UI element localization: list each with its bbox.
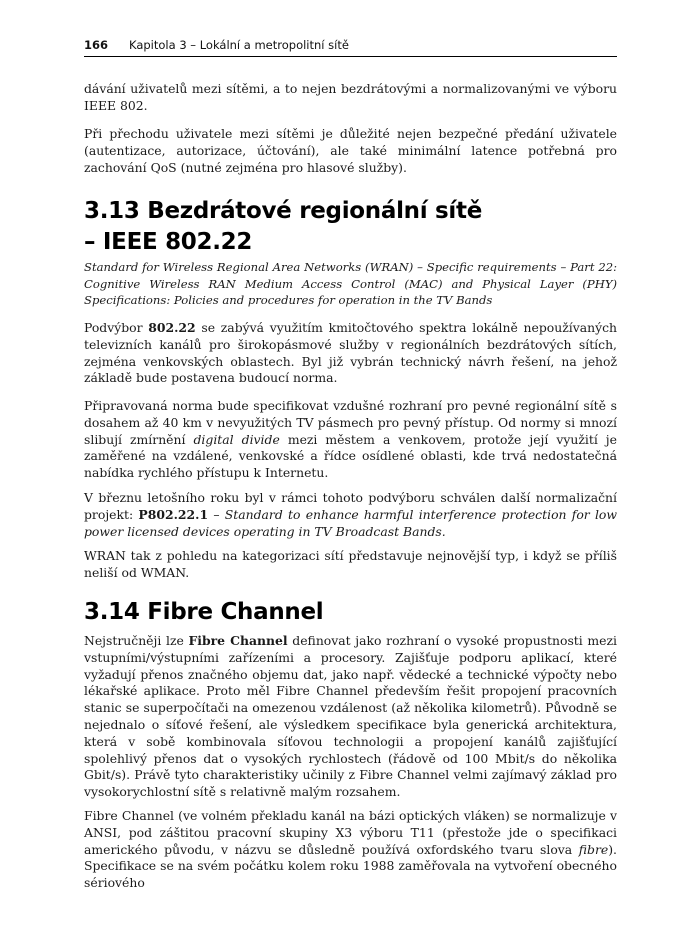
paragraph-intro-2: Při přechodu uživatele mezi sítěmi je důležité nejen bezpečné předání uživatele (autentizace, autorizace, účtování), ale také minimální latence potřebná pro zachování QoS (nutné zejména pro hlasové služby). [84,126,617,175]
p-fc2-text-c: ). Specifikace se na svém počátku kolem roku 1988 zaměřovala na vytvoření obecného sériového [84,841,617,891]
paragraph-wran-category: WRAN tak z pohledu na kategorizaci sítí představuje nejnovější typ, i když se příliš neliší od WMAN. [84,548,617,580]
paragraph-fibre-channel-1 [84,633,617,801]
p-802-22-term: 802.22 [148,320,196,335]
p-802-22-text-a: Podvýbor [84,320,149,335]
p-fc2-fibre: fibre [578,841,609,857]
p-fc1-term: Fibre Channel [188,633,288,648]
p-802-22-text-c: se zabývá využitím kmitočtového spektra lokálně nepoužívaných televizních kanálů pro širokopásmové služby v regionálních bezdrátových sítích, zejména venkovských oblastech. Byl již vybrán technický návrh řešení, na jehož základě bude postavena budoucí norma. [84,320,617,386]
p-wran-text-c: mezi městem a venkovem, protože její využití je zaměřené na vzdálené, venkovské a řídce osídlené oblasti, kde trvá nedostatečná nabídka rychlého přístupu k Internetu. [84,431,617,481]
p-fc1-text-a: Nejstručněji lze [84,633,189,648]
paragraph-intro-1: dávání uživatelů mezi sítěmi, a to nejen bezdrátovými a normalizovanými ve výboru IEEE 802. [84,81,617,113]
paragraph-wran-norm [84,398,617,482]
p-p802-dash: – [208,506,225,522]
p-p802-standard: Standard to enhance harmful interference protection for low power licensed devices operating in TV Broadcast Bands. [84,506,617,539]
p-wran-text-a: Připravovaná norma bude specifikovat vzdušné rozhraní pro pevné regionální sítě s dosahem až 40 km v nevyužitých TV pásmech pro pevný přístup. Od normy si mnozí slibují zmírnění [84,398,617,447]
running-header [84,38,617,57]
paragraph-fibre-channel-2 [84,808,617,892]
p-p802-term: P802.22.1 [138,506,209,522]
p-wran-digital-divide: digital divide [193,431,280,447]
p-fc2-text-a: Fibre Channel (ve volném překladu kanál na bázi optických vláken) se normalizuje v ANSI, pod záštitou pracovní skupiny X3 výboru T11 (přestože jde o specifikaci amerického původu, v názvu se důsledně používá oxfordského tvaru slova [84,808,617,857]
section-heading-3-14: 3.14 Fibre Channel [84,599,324,625]
paragraph-p802-22-1 [84,490,617,540]
section-heading-3-13-line2: – IEEE 802.22 [84,229,253,255]
p-p802-text-a: V březnu letošního roku byl v rámci tohoto podvýboru schválen další normalizační projekt: [84,490,617,522]
p-fc1-text-c: definovat jako rozhraní o vysoké propustnosti mezi vstupními/výstupními zařízeními a procesory. Zajišťuje podporu aplikací, které vyžadují přenos značného objemu dat, jako např. vědecké a technické výpočty nebo lékařské aplikace. Proto měl Fibre Channel především řešit propojení pracovních stanic se superpočítači na omezenou vzdálenost (až několika kilometrů). Původně se nejednalo o síťové řešení, ale výsledkem specifikace byla generická architektura, která v sobě kombinovala síťovou technologii a propojení kanálů zajišťující spolehlivý přenos dat o vysokých rychlostech (řádově od 100 Mbit/s do několika Gbit/s). Právě tyto charakteristiky učinily z Fibre Channel velmi zajímavý základ pro vysokorychlostní sítě s relativně malým rozsahem. [84,633,617,800]
page-number: 166 [84,38,109,52]
paragraph-802-22 [84,320,617,387]
chapter-title: Kapitola 3 – Lokální a metropolitní sítě [129,38,349,52]
section-heading-3-13 [84,196,617,258]
standard-title: Standard for Wireless Regional Area Networks (WRAN) – Specific requirements – Part 22: Cognitive Wireless RAN Medium Access Control (MAC) and Physical Layer (PHY) Specifications: Policies and procedures for operation in the TV Bands [84,260,617,308]
section-heading-3-13-line1: 3.13 Bezdrátové regionální sítě [84,198,482,224]
